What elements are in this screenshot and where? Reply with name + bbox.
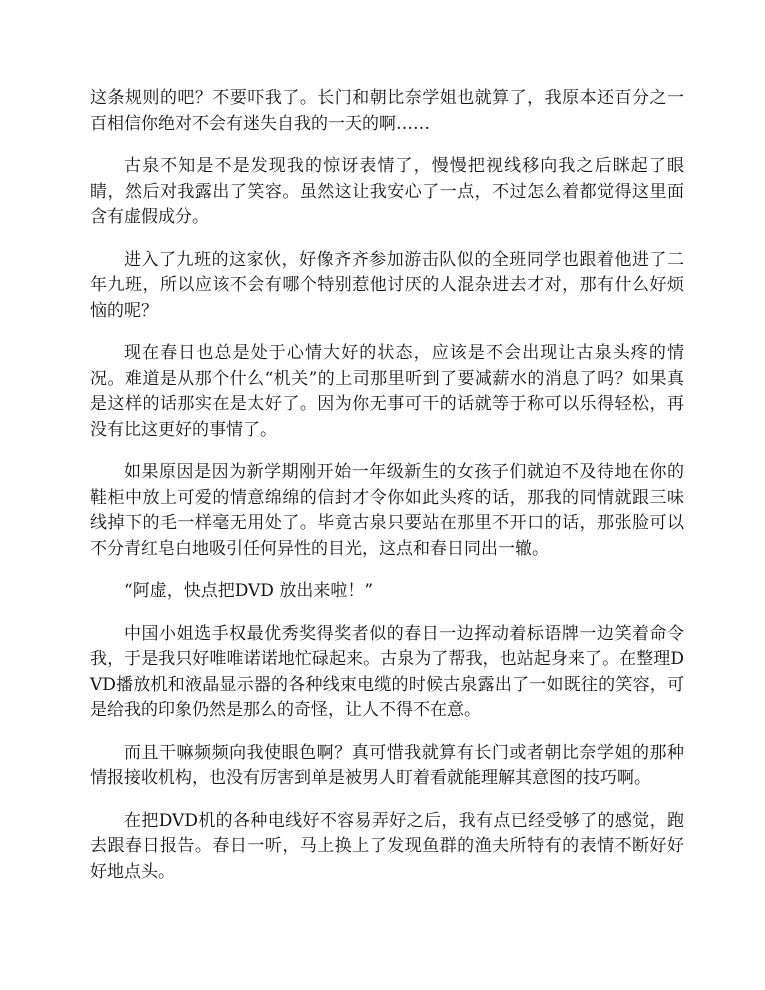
paragraph-6-dialogue: “阿虚，快点把DVD 放出来啦！” — [124, 581, 374, 601]
paragraph-4: 现在春日也总是处于心情大好的状态，应该是不会出现让古泉头疼的情况。难道是从那个什么“机关”的上司那里听到了要减薪水的消息了吗？如果真是这样的话那实在是太好了。因为你无事可干的话就等于称可以乐得轻松，再没有比这更好的事情了。 — [90, 343, 684, 440]
paragraph-3: 进入了九班的这家伙，好像齐齐参加游击队似的全班同学也跟着他进了二年九班，所以应该不会有哪个特别惹他讨厌的人混杂进去才对，那有什么好烦恼的呢？ — [90, 249, 684, 321]
paragraph-5: 如果原因是因为新学期刚开始一年级新生的女孩子们就迫不及待地在你的鞋柜中放上可爱的情意绵绵的信封才令你如此头疼的话，那我的同情就跟三味线掉下的毛一样毫无用处了。毕竟古泉只要站在那里不开口的话，那张脸可以不分青红皂白地吸引任何异性的目光，这点和春日同出一辙。 — [90, 462, 684, 559]
document-body — [90, 86, 684, 902]
paragraph-2: 古泉不知是不是发现我的惊讶表情了，慢慢把视线移向我之后眯起了眼睛，然后对我露出了笑容。虽然这让我安心了一点，不过怎么着都觉得这里面含有虚假成分。 — [90, 156, 684, 227]
paragraph-9: 在把DVD机的各种电线好不容易弄好之后，我有点已经受够了的感觉，跑去跟春日报告。春日一听，马上换上了发现鱼群的渔夫所特有的表情不断好好好地点头。 — [90, 810, 684, 882]
paragraph-7: 中国小姐选手权最优秀奖得奖者似的春日一边挥动着标语牌一边笑着命令我，于是我只好唯唯诺诺地忙碌起来。古泉为了帮我，也站起身来了。在整理DVD播放机和液晶显示器的各种线束电缆的时候古泉露出了一如既往的笑容，可是给我的印象仍然是那么的奇怪，让人不得不在意。 — [90, 623, 684, 720]
paragraph-1: 这条规则的吧？不要吓我了。长门和朝比奈学姐也就算了，我原本还百分之一百相信你绝对不会有迷失自我的一天的啊…… — [90, 88, 684, 134]
paragraph-8: 而且干嘛频频向我使眼色啊？真可惜我就算有长门或者朝比奈学姐的那种情报接收机构，也没有厉害到单是被男人盯着看就能理解其意图的技巧啊。 — [90, 742, 684, 788]
